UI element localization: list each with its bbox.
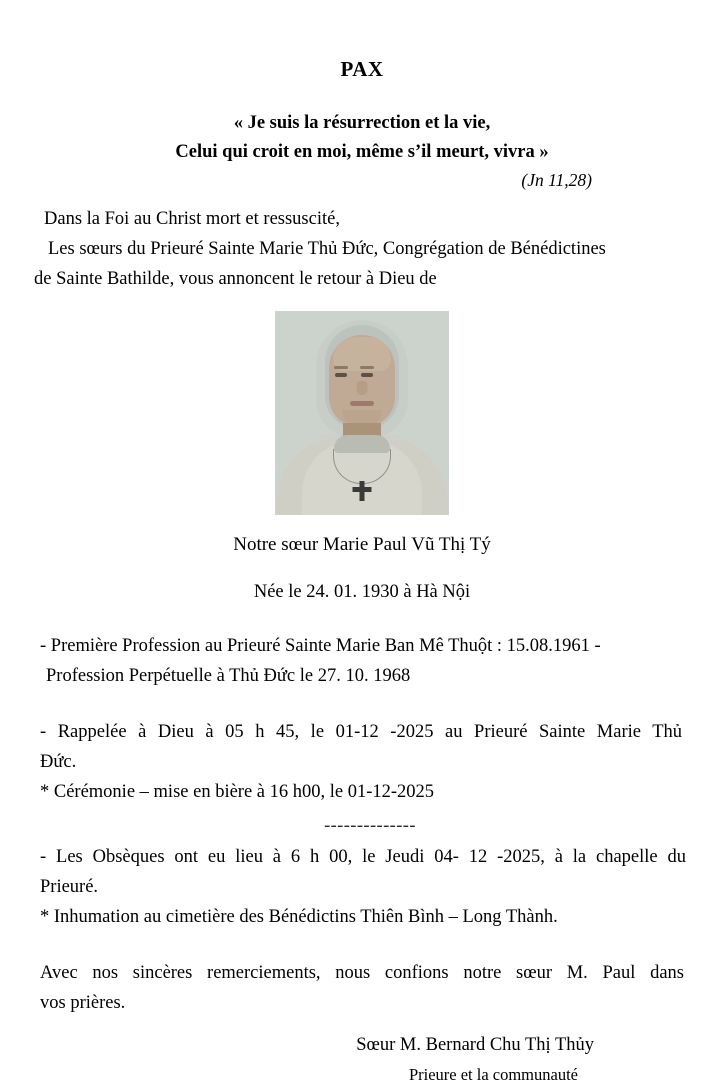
thanks-line-2: vos prières. bbox=[40, 992, 126, 1013]
recall-block bbox=[34, 692, 690, 808]
intro-line-1: Dans la Foi au Christ mort et ressuscité, bbox=[44, 209, 340, 230]
funeral-block bbox=[34, 837, 690, 933]
scripture-quote bbox=[34, 81, 690, 166]
signature-role: Prieure et la communauté bbox=[408, 1064, 578, 1084]
thanks-line-1: Avec nos sincères remerciements, nous confions notre sœur M. Paul dans bbox=[40, 962, 684, 983]
eye-right bbox=[361, 373, 373, 377]
funeral-line-2: Prieuré. bbox=[40, 876, 99, 897]
recall-line-1: - Rappelée à Dieu à 05 h 45, le 01-12 -2025 au Prieuré Sainte Marie Thủ bbox=[40, 722, 682, 743]
cross-pendant-icon-bar bbox=[353, 487, 372, 492]
burial-line: * Inhumation au cimetière des Bénédictins Thiên Bình – Long Thành. bbox=[40, 906, 558, 927]
intro-line-2: Les sœurs du Prieuré Sainte Marie Thủ Đức, Congrégation de Bénédictines bbox=[48, 239, 606, 260]
portrait-photo bbox=[275, 311, 449, 515]
scripture-reference: (Jn 11,28) bbox=[521, 170, 592, 191]
intro-paragraph bbox=[34, 191, 690, 295]
profession-block bbox=[34, 604, 690, 692]
section-divider: -------------- bbox=[324, 815, 416, 836]
scripture-line-2: Celui qui croit en moi, même s’il meurt, vivra » bbox=[175, 141, 549, 162]
thanks-block bbox=[34, 933, 690, 1019]
mouth-shape bbox=[350, 401, 374, 406]
deceased-name: Notre sœur Marie Paul Vũ Thị Tý bbox=[233, 534, 491, 556]
signature-block bbox=[34, 1019, 690, 1086]
portrait-container bbox=[34, 295, 690, 515]
profession-line-1: - Première Profession au Prieuré Sainte Marie Ban Mê Thuột : 15.08.1961 - bbox=[40, 636, 601, 657]
eyebrow-right bbox=[360, 366, 374, 369]
profession-line-2: Profession Perpétuelle à Thủ Đức le 27. 10. 1968 bbox=[46, 666, 411, 687]
recall-line-2: Đức. bbox=[40, 751, 77, 772]
intro-line-3: de Sainte Bathilde, vous annoncent le retour à Dieu de bbox=[34, 269, 437, 290]
deceased-birth: Née le 24. 01. 1930 à Hà Nội bbox=[253, 582, 471, 603]
signature-name: Sœur M. Bernard Chu Thị Thủy bbox=[356, 1034, 594, 1055]
funeral-line-1: - Les Obsèques ont eu lieu à 6 h 00, le Jeudi 04- 12 -2025, à la chapelle du bbox=[40, 846, 686, 867]
ceremony-line: * Cérémonie – mise en bière à 16 h00, le 01-12-2025 bbox=[40, 781, 435, 802]
eyebrow-left bbox=[334, 366, 348, 369]
scripture-line-1: « Je suis la résurrection et la vie, bbox=[233, 113, 491, 134]
page-title: PAX bbox=[340, 57, 384, 81]
nose-shape bbox=[357, 381, 368, 395]
eye-left bbox=[335, 373, 347, 377]
